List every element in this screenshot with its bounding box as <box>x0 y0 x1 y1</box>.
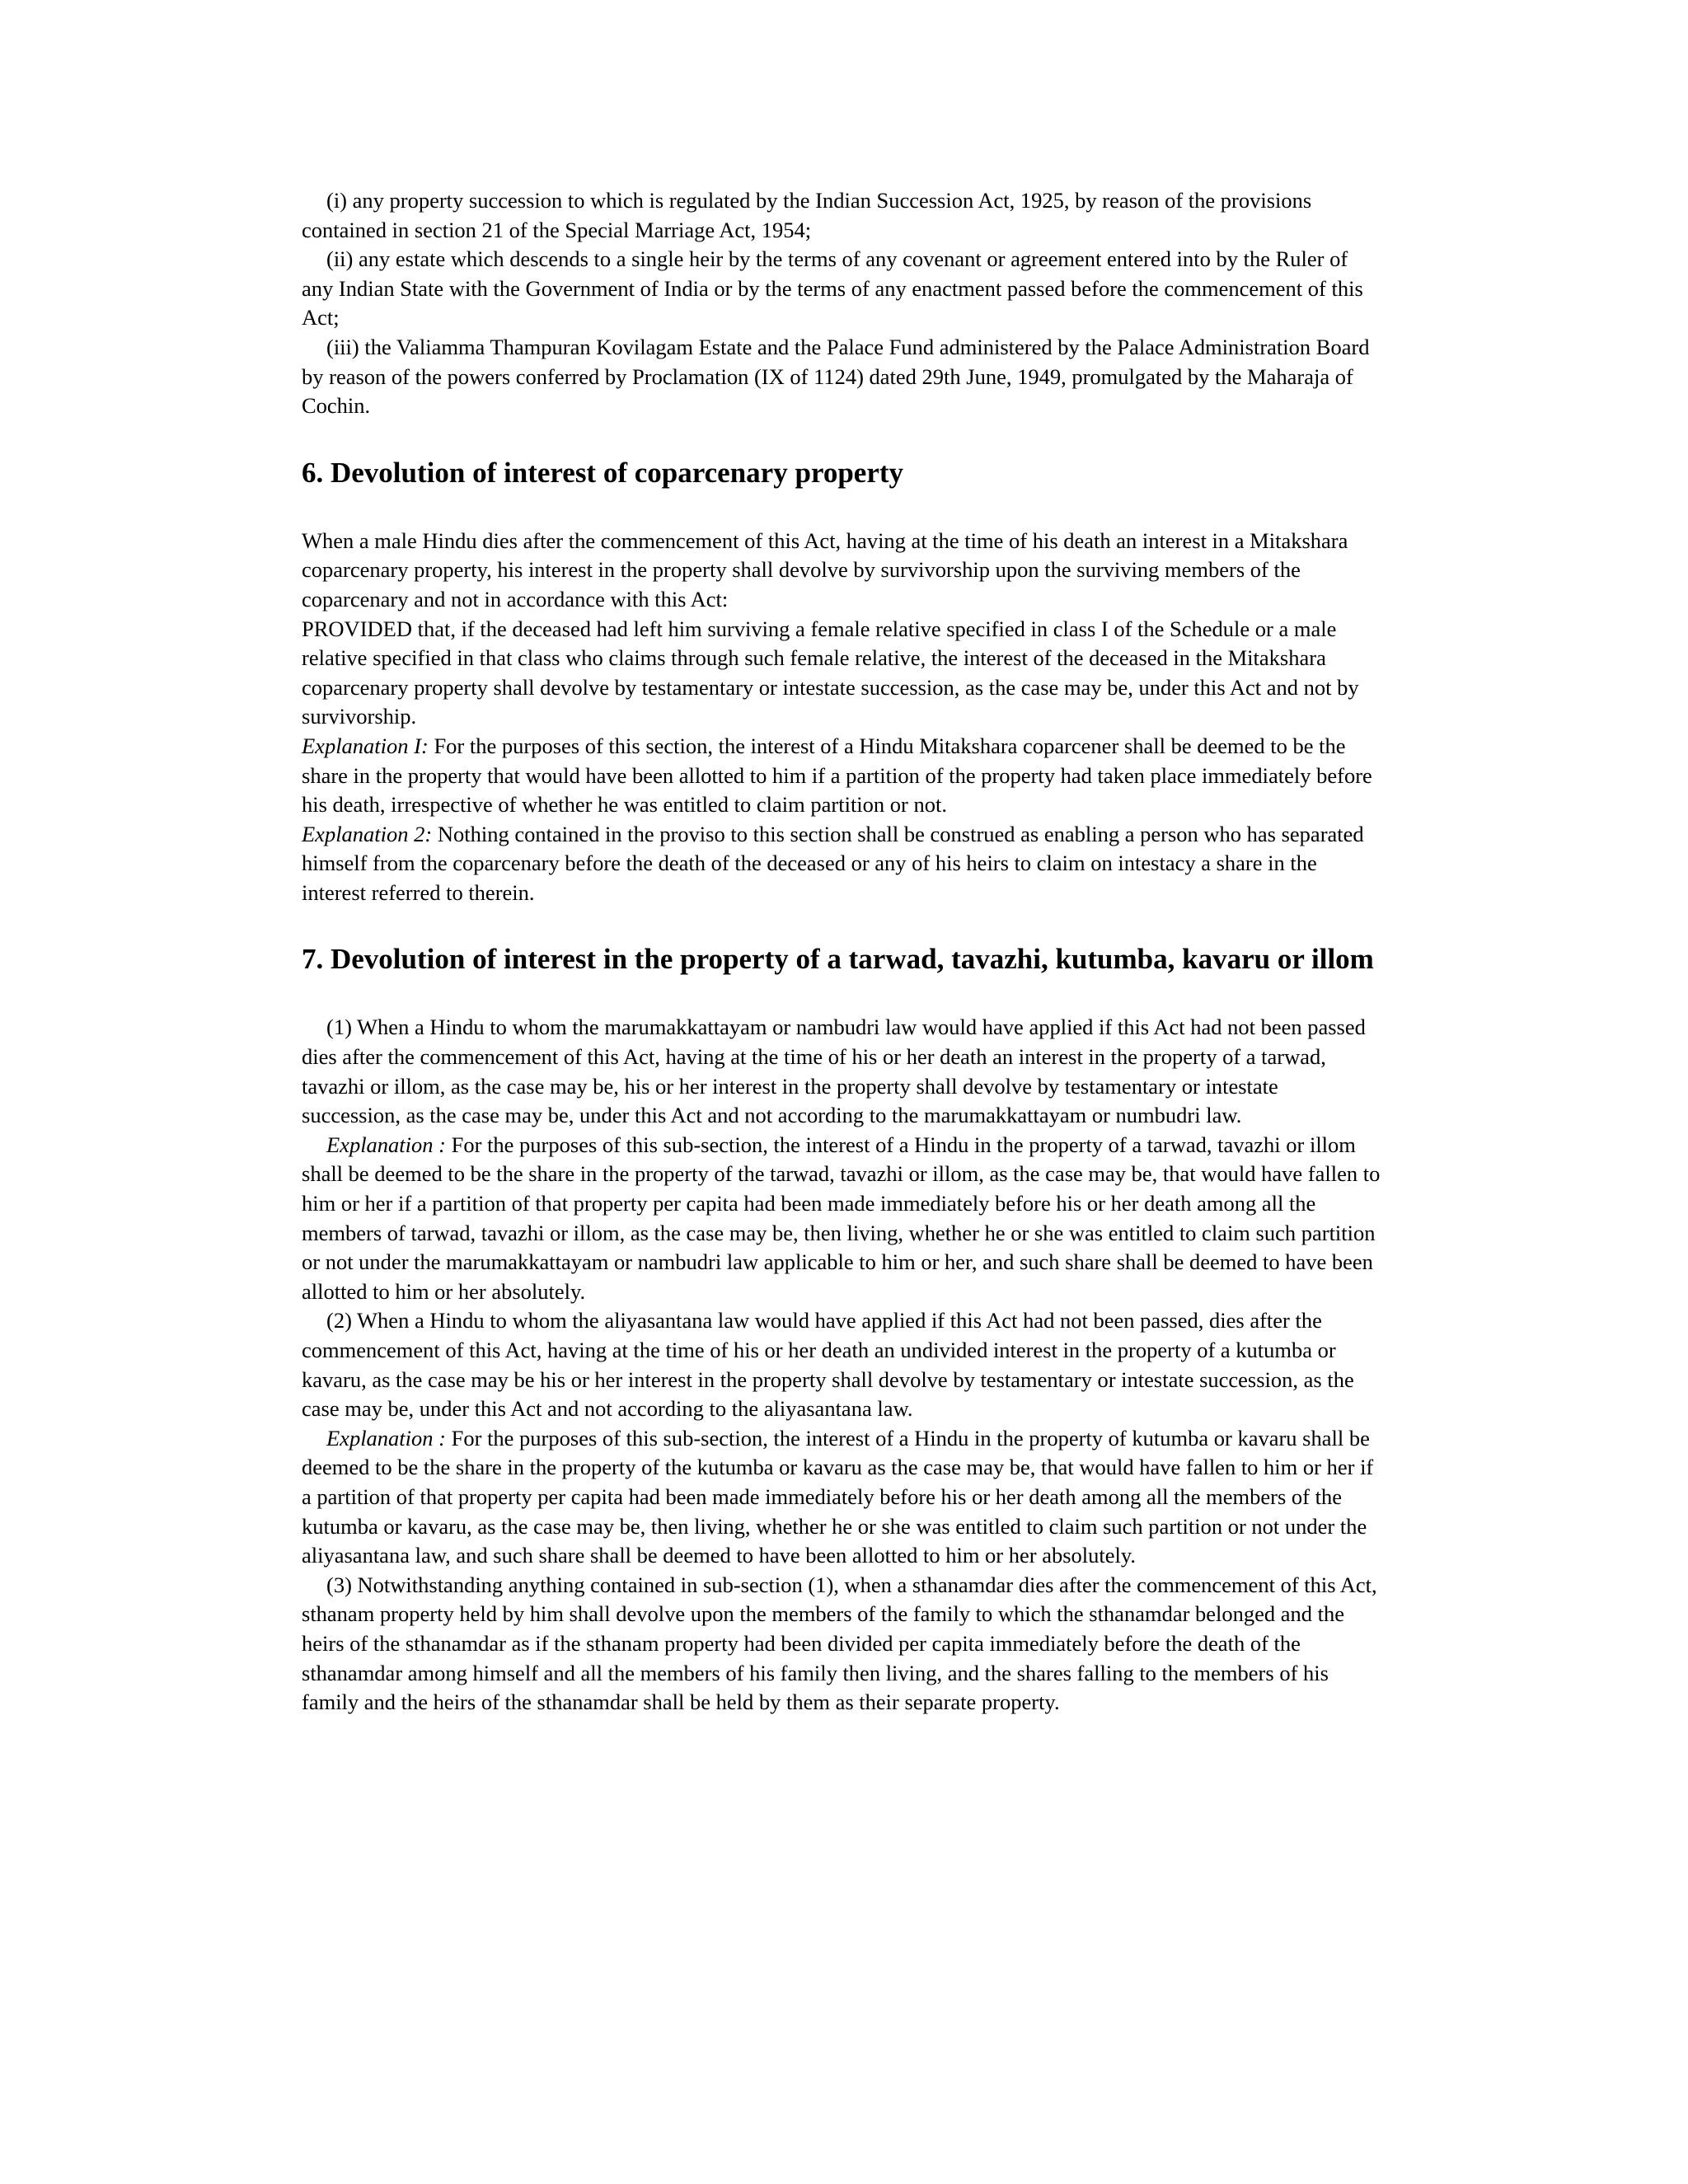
section-7-heading: 7. Devolution of interest in the property of a tarwad, tavazhi, kutumba, kavaru or illom <box>302 943 1374 976</box>
section-7-sub-1-explanation <box>302 1131 1381 1307</box>
sub-1-explanation-text: For the purposes of this sub-section, the interest of a Hindu in the property of a tarwad, tavazhi or illom shall be deemed to be the share in the property of the tarwad, tavazhi or illom, as the case may be, that would have fallen to him or her if a partition of that property per capita had been made immediately before his or her death among all the members of tarwad, tavazhi or illom, as the case may be, then living, whether he or she was entitled to claim such partition or not under the marumakkattayam or nambudri law applicable to him or her, and such share shall be deemed to have been allotted to him or her absolutely. <box>302 1132 1381 1304</box>
section-6-explanation-2 <box>302 820 1381 908</box>
explanation-1-label: Explanation I: <box>302 733 429 758</box>
section-6-proviso: PROVIDED that, if the deceased had left him surviving a female relative specified in class I of the Schedule or a male relative specified in that class who claims through such female relative, the interest of the deceased in the Mitakshara coparcenary property shall devolve by testamentary or intestate succession, as the case may be, under this Act and not by survivorship. <box>302 616 1359 729</box>
explanation-2-label: Explanation 2: <box>302 821 433 846</box>
clause-i: (i) any property succession to which is regulated by the Indian Succession Act, 1925, by reason of the provisions contained in section 21 of the Special Marriage Act, 1954; <box>302 188 1312 242</box>
document-page <box>302 186 1381 1718</box>
sub-2-explanation-label: Explanation : <box>326 1425 446 1451</box>
section-7-sub-2-explanation <box>302 1424 1381 1571</box>
clause-ii: (ii) any estate which descends to a single heir by the terms of any covenant or agreement entered into by the Ruler of any Indian State with the Government of India or by the terms of any enactment passed before the commencement of this Act; <box>302 246 1363 330</box>
section-7-sub-3: (3) Notwithstanding anything contained in sub-section (1), when a sthanamdar dies after the commencement of this Act, sthanam property held by him shall devolve upon the members of the family to which the sthanamdar belonged and the heirs of the sthanamdar as if the sthanam property had been divided per capita immediately before the death of the sthanamdar among himself and all the members of his family then living, and the shares falling to the members of his family and the heirs of the sthanamdar shall be held by them as their separate property. <box>302 1572 1377 1715</box>
section-7-sub-1: (1) When a Hindu to whom the marumakkattayam or nambudri law would have applied if this Act had not been passed dies after the commencement of this Act, having at the time of his or her death an interest in the property of a tarwad, tavazhi or illom, as the case may be, his or her interest in the property shall devolve by testamentary or intestate succession, as the case may be, under this Act and not according to the marumakkattayam or numbudri law. <box>302 1015 1366 1128</box>
section-6-heading: 6. Devolution of interest of coparcenary property <box>302 456 904 489</box>
sub-1-explanation-label: Explanation : <box>326 1132 446 1157</box>
sub-2-explanation-text: For the purposes of this sub-section, the interest of a Hindu in the property of kutumba or kavaru shall be deemed to be the share in the property of the kutumba or kavaru as the case may be, that would have fallen to him or her if a partition of that property per capita had been made immediately before his or her death among all the members of the kutumba or kavaru, as the case may be, then living, whether he or she was entitled to claim such partition or not under the aliyasantana law, and such share shall be deemed to have been allotted to him or her absolutely. <box>302 1425 1374 1568</box>
clause-iii: (iii) the Valiamma Thampuran Kovilagam Estate and the Palace Fund administered by the Palace Administration Board by reason of the powers conferred by Proclamation (IX of 1124) dated 29th June, 1949, promulgated by the Maharaja of Cochin. <box>302 334 1370 419</box>
explanation-1-text: For the purposes of this section, the interest of a Hindu Mitakshara coparcener shall be deemed to be the share in the property that would have been allotted to him if a partition of the property had taken place immediately before his death, irrespective of whether he was entitled to claim partition or not. <box>302 733 1372 818</box>
section-6-explanation-1 <box>302 732 1381 820</box>
section-7-sub-2: (2) When a Hindu to whom the aliyasantana law would have applied if this Act had not been passed, dies after the commencement of this Act, having at the time of his or her death an undivided interest in the property of a kutumba or kavaru, as the case may be his or her interest in the property shall devolve by testamentary or intestate succession, as the case may be, under this Act and not according to the aliyasantana law. <box>302 1308 1354 1422</box>
section-6-body: When a male Hindu dies after the commencement of this Act, having at the time of his death an interest in a Mitakshara coparcenary property, his interest in the property shall devolve by survivorship upon the surviving members of the coparcenary and not in accordance with this Act: <box>302 527 1348 612</box>
explanation-2-text: Nothing contained in the proviso to this section shall be construed as enabling a person who has separated himself from the coparcenary before the death of the deceased or any of his heirs to claim on intestacy a share in the interest referred to therein. <box>302 821 1364 905</box>
